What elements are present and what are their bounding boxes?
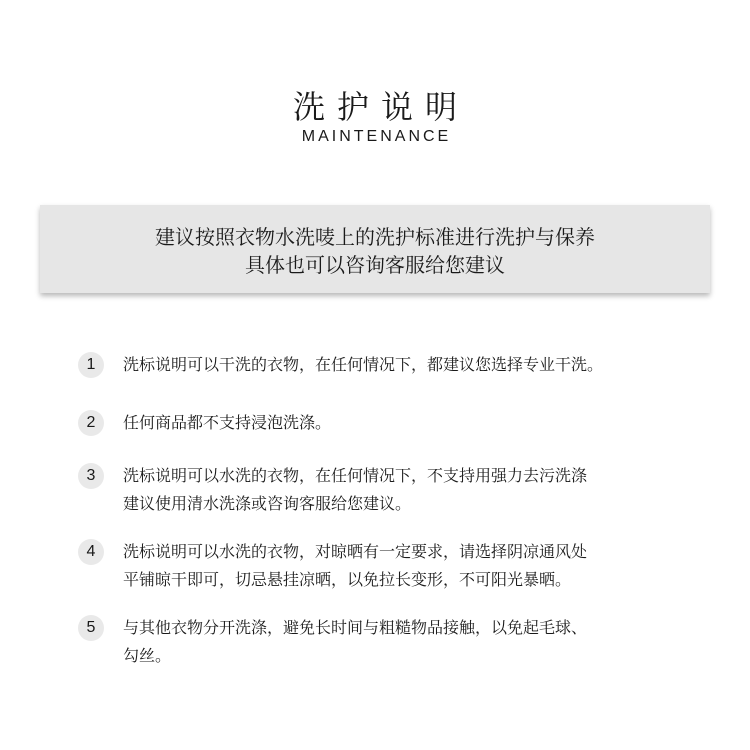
item-text-line: 建议使用清水洗涤或咨询客服给您建议。 (123, 494, 412, 513)
page-title: 洗护说明 (292, 88, 469, 126)
item-text-line: 勾丝。 (123, 646, 172, 665)
item-number-badge: 4 (78, 539, 104, 565)
item-text (123, 462, 723, 518)
item-number-badge: 3 (78, 463, 104, 489)
item-text-line: 洗标说明可以干洗的衣物，在任何情况下，都建议您选择专业干洗。 (123, 355, 604, 374)
item-text (123, 538, 723, 594)
item-text-line: 洗标说明可以水洗的衣物，对晾晒有一定要求，请选择阴凉通风处 (123, 542, 588, 561)
item-number-badge: 1 (78, 352, 104, 378)
item-text (123, 409, 723, 437)
item-text (123, 351, 723, 379)
item-number-badge: 2 (78, 410, 104, 436)
item-text (123, 614, 723, 670)
item-text-line: 洗标说明可以水洗的衣物，在任何情况下，不支持用强力去污洗涤 (123, 466, 588, 485)
item-number-badge: 5 (78, 615, 104, 641)
item-text-line: 与其他衣物分开洗涤，避免长时间与粗糙物品接触，以免起毛球、 (123, 618, 588, 637)
banner-line-1: 建议按照衣物水洗唛上的洗护标准进行洗护与保养 (155, 225, 595, 249)
page-subtitle: MAINTENANCE (301, 128, 452, 145)
advice-banner (40, 205, 710, 293)
item-text-line: 平铺晾干即可，切忌悬挂凉晒，以免拉长变形，不可阳光暴晒。 (123, 570, 572, 589)
item-text-line: 任何商品都不支持浸泡洗涤。 (123, 413, 332, 432)
banner-line-2: 具体也可以咨询客服给您建议 (245, 253, 505, 277)
